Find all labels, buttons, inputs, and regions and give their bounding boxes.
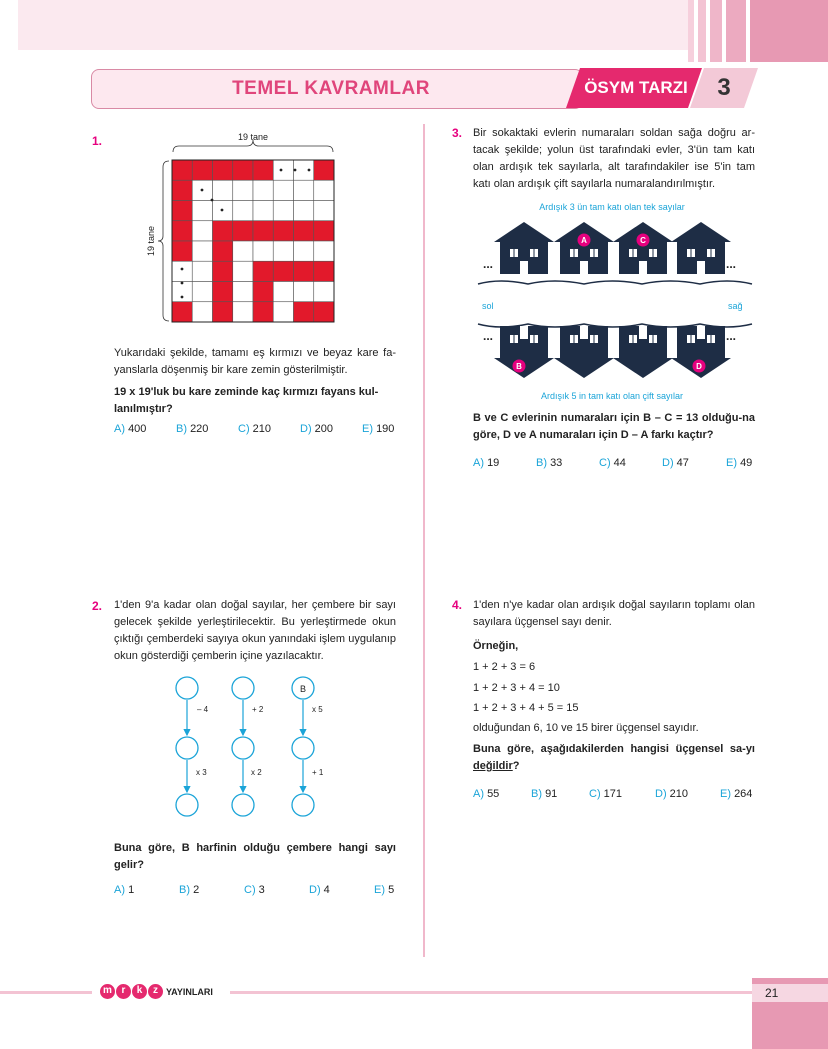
house-label-d: D [696,362,702,371]
tile [192,160,212,180]
op-top-3: x 5 [312,705,323,714]
tile [314,241,334,261]
tile [253,201,273,221]
option-d[interactable]: D) 4 [309,884,330,896]
q3-street-figure [470,196,760,406]
tile [294,201,314,221]
ellipsis-top-right: ... [726,257,737,271]
tile [273,201,293,221]
tile [213,261,233,281]
circle-3 [176,794,198,816]
back-arrow-icon[interactable] [762,75,798,97]
tile [273,241,293,261]
logo-letter-z: z [148,984,163,999]
house-icon [613,222,673,274]
q1-options [114,423,414,435]
q4-text: 1'den n'ye kadar olan ardışık doğal sayıların toplamı olan sayılara üçgensel sayı denir. [473,599,755,628]
ellipsis-top-left: ... [483,257,494,271]
option-c[interactable]: C) 210 [238,423,272,435]
tile [294,160,314,180]
q1-tile-figure [140,128,340,328]
logo-letter-m: m [100,984,115,999]
ellipsis-bottom-left: ... [483,329,494,343]
tile [314,160,334,180]
tile [253,160,273,180]
tile [172,221,192,241]
tile [172,180,192,200]
tile [213,221,233,241]
top-caption: Ardışık 3 ün tam katı olan tek sayılar [539,202,685,212]
q3-text: Bir sokaktaki evlerin numaraları soldan sağa doğru ar-tacak şekilde; yolun üst tarafındaki evler, 3'ün tam katı olan ardışık tek sayılarla, alt tarafındakiler ise 5'in tam katı olan ardışık çift sayılarla numaralandırılmıştır. [473,127,755,190]
op-bottom-2: x 2 [251,768,262,777]
q4-number: 4. [452,598,463,612]
op-bottom-3: + 1 [312,768,324,777]
house-label-c: C [640,236,646,245]
tile [253,241,273,261]
option-e[interactable]: E) 49 [726,457,753,469]
tile [192,221,212,241]
tile [172,261,192,281]
q4-example-2: 1 + 2 + 3 + 4 = 10 [473,682,560,694]
footer-line-left [0,991,92,994]
tile [233,302,253,322]
tile [294,180,314,200]
tile [253,221,273,241]
tile [314,221,334,241]
q4-example-1: 1 + 2 + 3 = 6 [473,661,536,673]
q2-number: 2. [92,599,103,613]
tile [294,241,314,261]
top-decoration [0,0,828,62]
circle-8 [292,737,314,759]
q4-example-title: Örneğin, [473,640,519,652]
column-divider [423,124,425,957]
tile [314,282,334,302]
circle-5 [232,737,254,759]
footer-logo [100,984,213,999]
tile [294,261,314,281]
circle-6 [232,794,254,816]
q1-question: 19 x 19'luk bu kare zeminde kaç kırmızı fayans kul-lanılmıştır? [114,386,379,415]
circle-b-label: B [299,684,307,694]
house-icon [671,222,731,274]
tile [192,282,212,302]
tile [213,160,233,180]
option-a[interactable]: A) 55 [473,788,500,800]
tile [213,302,233,322]
tile [314,201,334,221]
tile [213,180,233,200]
q2-options [114,884,414,896]
q1-top-label: 19 tane [237,132,269,142]
house-icon [613,326,673,378]
tile [273,261,293,281]
tile [172,302,192,322]
q2-circle-diagram [160,672,340,822]
option-c[interactable]: C) 3 [244,884,265,896]
q1-text: Yukarıdaki şekilde, tamamı eş kırmızı ve beyaz kare fa-yanslarla döşenmiş bir kare zemin gösterilmiştir. [114,347,396,376]
tile [172,282,192,302]
option-e[interactable]: E) 5 [374,884,395,896]
q1-number: 1. [92,134,103,148]
circle-2 [176,737,198,759]
tile [172,241,192,261]
circle-1 [176,677,198,699]
tile [314,261,334,281]
tile [233,201,253,221]
option-e[interactable]: E) 264 [720,788,753,800]
tile [253,282,273,302]
footer-line-right [230,991,752,994]
tile [233,261,253,281]
top-houses [494,222,731,274]
option-b[interactable]: B) 33 [536,457,563,469]
q4-question: Buna göre, aşağıdakilerden hangisi üçgensel sa-yı değildir? [473,743,755,772]
q3-number: 3. [452,126,463,140]
tile [253,302,273,322]
op-top-1: – 4 [197,705,209,714]
q4-options [473,788,773,800]
page-number: 21 [765,986,779,1000]
option-c[interactable]: C) 44 [599,457,626,469]
tile [314,302,334,322]
option-d[interactable]: D) 200 [300,423,334,435]
tile [273,221,293,241]
header-title: TEMEL KAVRAMLAR [232,78,430,99]
tile [273,180,293,200]
house-label-a: A [581,236,587,245]
q3-options [473,457,773,469]
left-label: sol [482,301,494,311]
tile [253,180,273,200]
tile [294,221,314,241]
tile [233,241,253,261]
q2-question: Buna göre, B harfinin olduğu çembere hangi sayı gelir? [114,842,396,871]
tile [253,261,273,281]
house-label-b: B [516,362,522,371]
right-label: sağ [728,301,743,311]
q4-example-3: 1 + 2 + 3 + 4 + 5 = 15 [473,702,579,714]
option-e[interactable]: E) 190 [362,423,395,435]
q3-question: B ve C evlerinin numaraları için B – C = 13 olduğu-na göre, D ve A numaraları için D – A farkı kaçtır? [473,412,755,441]
bottom-caption: Ardışık 5 in tam katı olan çift sayılar [540,391,684,401]
option-d[interactable]: D) 210 [655,788,689,800]
q2-text: 1'den 9'a kadar olan doğal sayılar, her çembere bir sayı gelecek şekilde yerleştirilecektir. Bu yerleştirmede okun çıktığı çemberdeki sayıya okun yanındaki işlem uygulanıp okun gösterdiği çemberin içine yazılacaktır. [114,599,396,662]
logo-letter-k: k [132,984,147,999]
circle-9 [292,794,314,816]
q1-side-label: 19 tane [146,225,156,257]
option-b[interactable]: B) 220 [176,423,209,435]
option-d[interactable]: D) 47 [662,457,689,469]
logo-brand-text: YAYINLARI [166,986,213,997]
house-icon [554,326,614,378]
tile [314,180,334,200]
ellipsis-bottom-right: ... [726,329,737,343]
option-a[interactable]: A) 1 [114,884,135,896]
tile [273,282,293,302]
header-badge-label: ÖSYM TARZI [584,78,688,97]
page-number-strip [752,984,828,1002]
tile [273,302,293,322]
logo-letter-r: r [116,984,131,999]
tile [213,282,233,302]
tile [294,302,314,322]
tile [213,241,233,261]
option-b[interactable]: B) 2 [179,884,200,896]
option-c[interactable]: C) 171 [589,788,623,800]
q4-conclusion: olduğundan 6, 10 ve 15 birer üçgensel sayıdır. [473,722,699,734]
tile [192,241,212,261]
tile [172,160,192,180]
tile [192,201,212,221]
tile [172,201,192,221]
op-top-2: + 2 [252,705,264,714]
tile [273,160,293,180]
tile [192,261,212,281]
option-a[interactable]: A) 19 [473,457,500,469]
house-icon [494,222,554,274]
tile [233,221,253,241]
tile [233,282,253,302]
option-b[interactable]: B) 91 [531,788,558,800]
circle-4 [232,677,254,699]
house-icon [494,326,554,378]
house-icon [554,222,614,274]
tile [294,282,314,302]
op-bottom-1: x 3 [196,768,207,777]
tile [233,160,253,180]
option-a[interactable]: A) 400 [114,423,147,435]
tile-grid [172,160,334,322]
tile [192,302,212,322]
chapter-number: 3 [717,74,731,101]
tile [233,180,253,200]
